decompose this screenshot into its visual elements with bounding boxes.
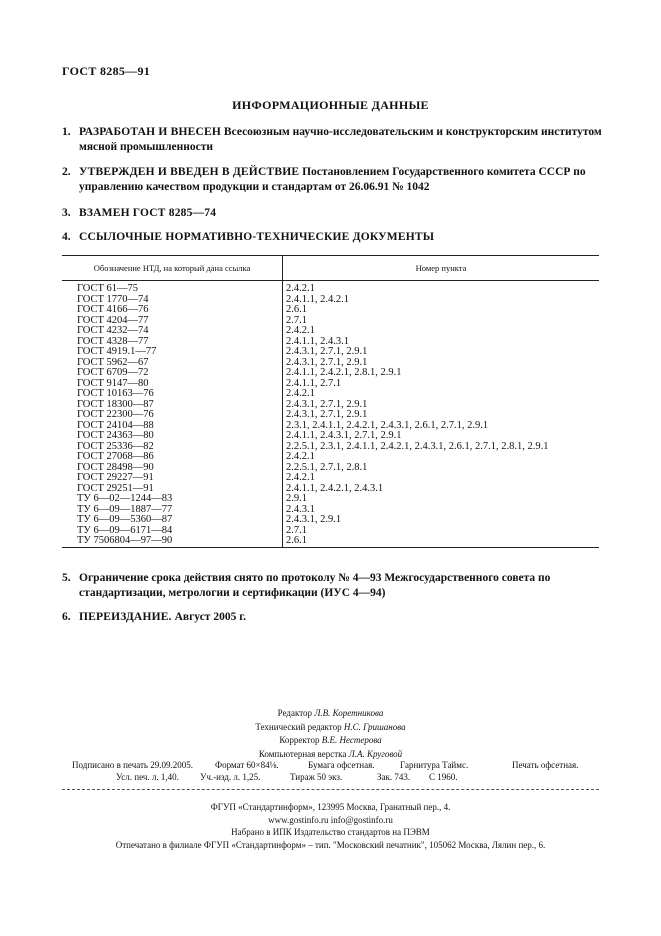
cell-document: ГОСТ 22300—76: [62, 410, 283, 421]
info-item-1: [62, 125, 602, 155]
cell-clause: 2.4.3.1, 2.9.1: [286, 514, 342, 525]
item-caption: ССЫЛОЧНЫЕ НОРМАТИВНО-ТЕХНИЧЕСКИЕ ДОКУМЕНТЫ: [79, 231, 435, 243]
item-text: Всесоюзным научно-исследовательским и конструкторским институтом мясной промышленности: [79, 126, 602, 153]
item-number: 3.: [62, 207, 71, 219]
item-caption: ПЕРЕИЗДАНИЕ.: [79, 611, 172, 623]
cell-clause: 2.4.1.1, 2.4.3.1, 2.7.1, 2.9.1: [286, 430, 402, 441]
cell-clause: 2.4.1.1, 2.7.1: [286, 377, 342, 389]
cell-document: ГОСТ 6709—72: [62, 368, 283, 379]
cell-document: ГОСТ 29227—91: [62, 473, 283, 484]
cell-document: ГОСТ 4204—77: [62, 316, 283, 327]
cell-clause: 2.4.2.1: [286, 283, 315, 294]
editor-line: [0, 748, 661, 762]
table-row: [62, 389, 599, 400]
column-header-document: Обозначение НТД, на который дана ссылка: [62, 256, 283, 281]
cell-document: ТУ 7506804—97—90: [62, 536, 283, 547]
info-item-2: [62, 165, 602, 195]
imprint-signed: Подписано в печать 29.09.2005.: [72, 760, 194, 770]
item-number: 4.: [62, 231, 71, 243]
cell-clause: 2.3.1, 2.4.1.1, 2.4.2.1, 2.4.3.1, 2.6.1, 2.7.1, 2.9.1: [286, 419, 489, 431]
cell-clause: 2.4.3.1, 2.7.1, 2.9.1: [286, 356, 368, 368]
imprint-paper: Бумага офсетная.: [308, 760, 375, 770]
publisher-printed: Отпечатано в филиале ФГУП «Стандартинформ» – тип. "Московский печатник", 105062 Москва, Лялин пер., 6.: [115, 839, 546, 850]
imprint-pub-sheets: Уч.-изд. л. 1,25.: [200, 772, 261, 782]
item-caption: УТВЕРЖДЕН И ВВЕДЕН В ДЕЙСТВИЕ: [79, 166, 300, 178]
cell-clause: 2.6.1: [283, 536, 600, 547]
cell-document: ГОСТ 24104—88: [62, 421, 283, 432]
item-text: Ограничение срока действия снято по протоколу № 4—93 Межгосударственного совета по стандартизации, метрологии и сертификации (ИУС 4—94): [79, 572, 551, 599]
editor-role: Корректор: [279, 735, 320, 745]
cell-clause: 2.9.1: [286, 493, 307, 504]
table-row: [62, 410, 599, 421]
cell-clause: 2.4.2.1: [286, 451, 315, 462]
cell-clause: 2.7.1: [286, 524, 307, 536]
editor-name: Л.А. Круговой: [348, 748, 403, 759]
cell-document: ГОСТ 28498—90: [62, 463, 283, 474]
cell-document: ГОСТ 9147—80: [62, 379, 283, 390]
publisher-typeset: Набрано в ИПК Издательство стандартов на ПЭВМ: [231, 827, 430, 837]
editor-name: Л.В. Коретникова: [314, 708, 384, 718]
item-caption: РАЗРАБОТАН И ВНЕСЕН: [79, 126, 222, 138]
item-number: 5.: [62, 572, 71, 584]
table-row: [62, 473, 599, 484]
divider: [62, 789, 599, 790]
cell-document: ГОСТ 18300—87: [62, 400, 283, 411]
table-row: [62, 281, 599, 295]
cell-clause: 2.4.1.1, 2.4.2.1: [286, 293, 349, 305]
editor-line: [0, 734, 661, 748]
cell-document: ГОСТ 5962—67: [62, 358, 283, 369]
cell-clause: 2.6.1: [286, 304, 307, 315]
cell-document: ГОСТ 24363—80: [62, 431, 283, 442]
cell-clause: 2.4.3.1, 2.7.1, 2.9.1: [286, 409, 368, 420]
item-text: Постановлением Государственного комитета СССР по управлению качеством продукции и стандартам от 26.06.91 № 1042: [79, 166, 586, 193]
cell-document: ГОСТ 1770—74: [62, 295, 283, 306]
cell-document: ГОСТ 4919.1—77: [62, 347, 283, 358]
table-row: [62, 452, 599, 463]
cell-document: ТУ 6—09—1887—77: [62, 505, 283, 516]
cell-clause: 2.4.1.1, 2.4.2.1, 2.8.1, 2.9.1: [286, 367, 402, 378]
imprint-format: Формат 60×84⅛.: [215, 760, 279, 770]
table-row: [62, 305, 599, 316]
cell-clause: 2.4.1.1, 2.4.2.1, 2.4.3.1: [286, 482, 384, 494]
cell-clause: 2.4.1.1, 2.4.3.1: [286, 335, 349, 347]
item-number: 2.: [62, 166, 71, 178]
editor-role: Технический редактор: [255, 721, 342, 732]
publisher-web: www.gostinfo.ru info@gostinfo.ru: [268, 814, 393, 825]
table-row: [62, 347, 599, 358]
imprint-copies: Тираж 50 экз.: [290, 772, 343, 782]
cell-document: ГОСТ 25336—82: [62, 442, 283, 453]
cell-clause: 2.4.2.1: [286, 388, 315, 399]
editor-role: Редактор: [277, 708, 313, 718]
cell-clause: 2.4.2.1: [286, 472, 315, 483]
cell-document: ГОСТ 4166—76: [62, 305, 283, 316]
publisher-address: ФГУП «Стандартинформ», 123995 Москва, Гранатный пер., 4.: [210, 802, 451, 812]
imprint-sheets: Усл. печ. л. 1,40.: [116, 772, 179, 782]
table-header-row: [62, 256, 599, 281]
editor-name: Н.С. Гришанова: [343, 721, 406, 732]
table-row: [62, 326, 599, 337]
cell-clause: 2.4.2.1: [286, 325, 315, 336]
publisher-block: [0, 801, 661, 851]
cell-document: ТУ 6—09—5360—87: [62, 515, 283, 526]
imprint-code: С 1960.: [429, 772, 458, 782]
info-item-6: [62, 610, 602, 625]
item-text: Август 2005 г.: [174, 611, 246, 623]
info-item-4: [62, 230, 602, 245]
cell-document: ТУ 6—02—1244—83: [62, 494, 283, 505]
editor-line: [0, 721, 661, 735]
editor-name: В.Е. Нестерова: [321, 735, 382, 745]
editor-line: [0, 707, 661, 721]
cell-document: ГОСТ 4328—77: [62, 337, 283, 348]
column-header-clause: Номер пункта: [283, 256, 600, 281]
cell-clause: 2.4.3.1, 2.7.1, 2.9.1: [286, 346, 368, 357]
editor-role: Компьютерная верстка: [258, 748, 347, 759]
item-number: 6.: [62, 611, 71, 623]
cell-document: ГОСТ 27068—86: [62, 452, 283, 463]
editors-block: [0, 707, 661, 761]
table-row: [62, 536, 599, 547]
table-row: [62, 431, 599, 442]
item-number: 1.: [62, 126, 71, 138]
item-caption: ВЗАМЕН ГОСТ 8285—74: [79, 207, 217, 219]
cell-clause: 2.2.5.1, 2.3.1, 2.4.1.1, 2.4.2.1, 2.4.3.1, 2.6.1, 2.7.1, 2.8.1, 2.9.1: [286, 440, 549, 452]
cell-document: ГОСТ 61—75: [62, 281, 283, 295]
info-item-5: [62, 571, 602, 601]
cell-clause: 2.4.3.1, 2.7.1, 2.9.1: [286, 398, 368, 410]
cell-clause: 2.2.5.1, 2.7.1, 2.8.1: [286, 461, 368, 473]
table-row: [62, 494, 599, 505]
cell-document: ГОСТ 4232—74: [62, 326, 283, 337]
info-item-3: [62, 206, 602, 221]
table-row: [62, 368, 599, 379]
imprint-order: Зак. 743.: [377, 772, 411, 782]
cell-document: ТУ 6—09—6171—84: [62, 526, 283, 537]
imprint-printing: Печать офсетная.: [512, 760, 579, 770]
cell-document: ГОСТ 10163—76: [62, 389, 283, 400]
table-row: [62, 515, 599, 526]
table-body: [62, 281, 599, 548]
cell-clause: 2.4.3.1: [286, 503, 315, 515]
document-code: ГОСТ 8285—91: [62, 64, 151, 78]
reference-documents-table: [62, 255, 599, 548]
cell-clause: 2.7.1: [286, 314, 307, 326]
cell-document: ГОСТ 29251—91: [62, 484, 283, 495]
imprint-typeface: Гарнитура Таймс.: [400, 760, 469, 770]
section-heading: ИНФОРМАЦИОННЫЕ ДАННЫЕ: [232, 98, 429, 112]
